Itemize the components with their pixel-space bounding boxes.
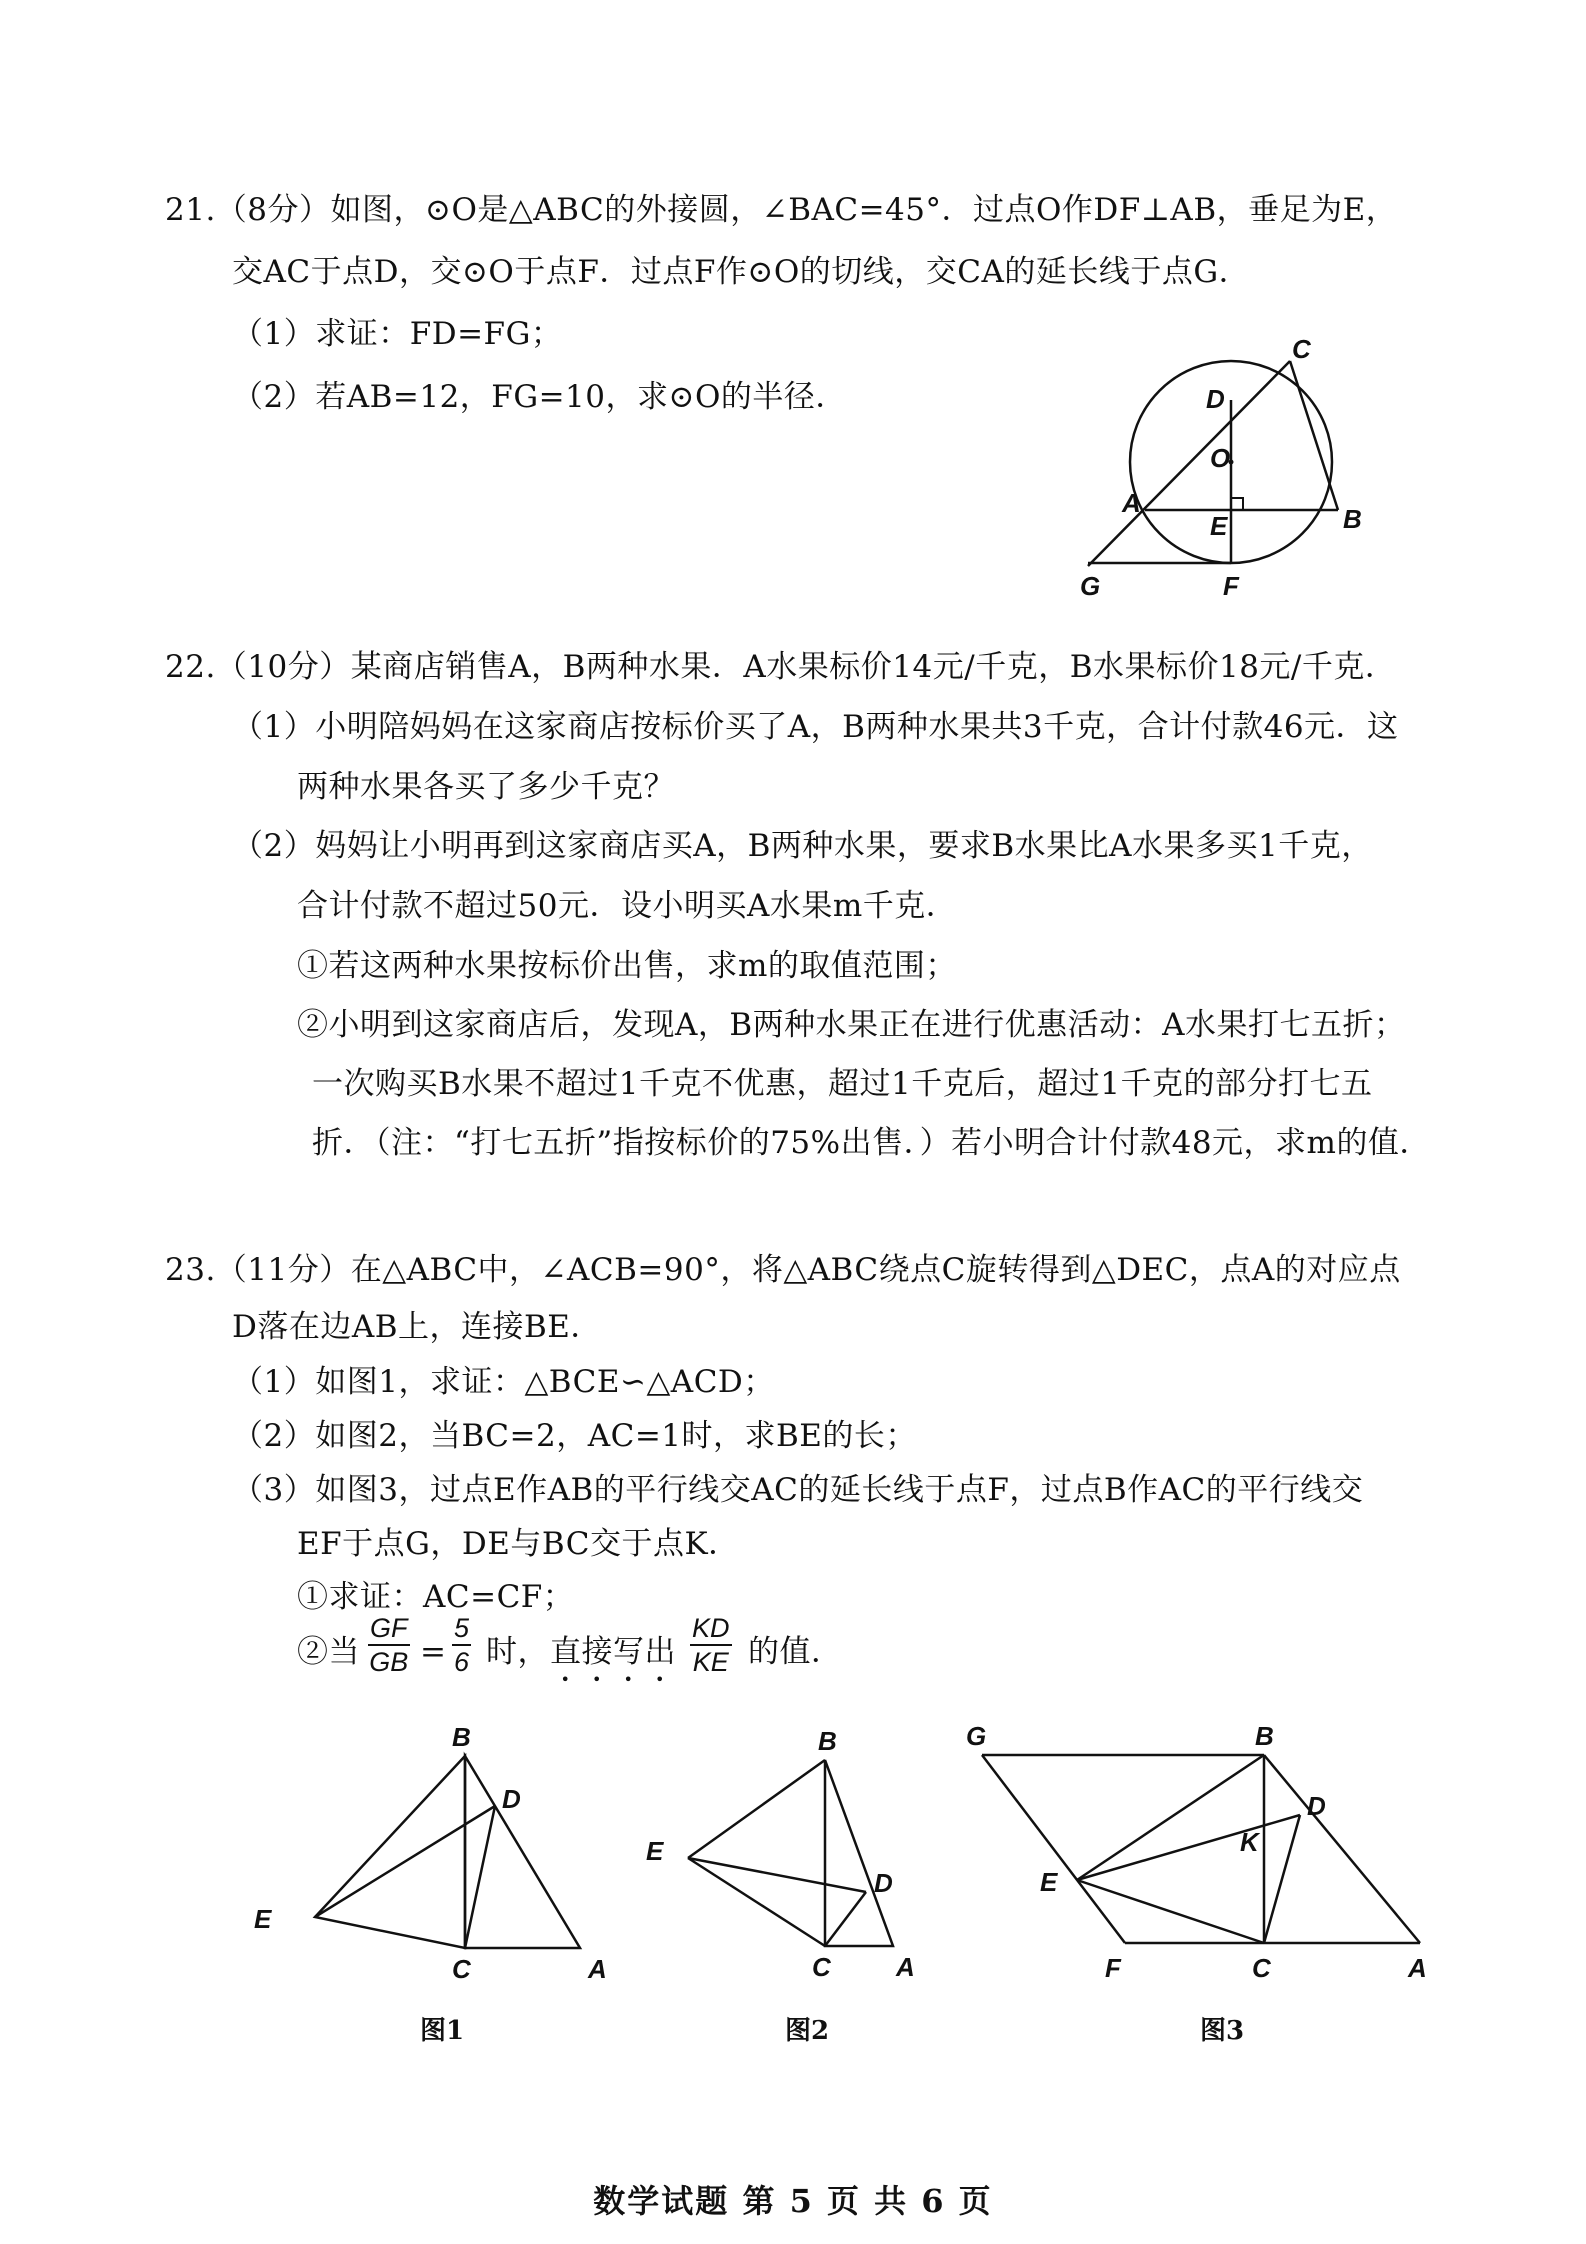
fig3-label-e: E [1040,1867,1058,1897]
q23-equals-sign: = [420,1634,447,1670]
fraction-numerator: KD [690,1612,732,1646]
fig1-label-a: A [588,1954,607,1984]
q21-stem-line2: 交AC于点D，交⊙O于点F．过点F作⊙O的切线，交CA的延长线于点G． [232,254,1251,290]
q21-label-o: O [1210,443,1231,473]
fraction-numerator: 5 [452,1612,471,1646]
fig3-label-c: C [1252,1953,1271,1983]
q23-figure-3 [960,1715,1440,1983]
q23-sub1: ①求证：AC=CF； [297,1579,575,1615]
fraction-numerator: GF [368,1612,410,1646]
q23-sub2-when: 时， [486,1634,549,1670]
q23-part2: （2）如图2，当BC=2，AC=1时，求BE的长； [232,1418,917,1454]
q22-sub1: ①若这两种水果按标价出售，求m的取值范围； [297,948,957,984]
q21-label-c: C [1292,334,1311,364]
q22-sub2-line3: 折．（注：“打七五折”指按标价的75%出售．）若小明合计付款48元，求m的值． [312,1125,1431,1161]
fig3-label-k: K [1240,1827,1259,1857]
q22-sub2-line2: 一次购买B水果不超过1千克不优惠，超过1千克后，超过1千克的部分打七五 [312,1066,1373,1102]
q23-part1: （1）如图1，求证：△BCE∽△ACD； [232,1364,775,1400]
q21-label-d: D [1206,384,1225,414]
q23-fraction-kd-ke [690,1612,732,1678]
q22-part1-line2: 两种水果各买了多少千克？ [297,769,675,805]
fig2-label-d: D [874,1868,893,1898]
q21-part1: （1）求证：FD=FG； [232,316,563,352]
q22-part2-line2: 合计付款不超过50元．设小明买A水果m千克． [297,888,958,924]
fig1-label-e: E [254,1904,272,1934]
fraction-denominator: KE [692,1647,729,1677]
fig2-label-b: B [818,1726,837,1756]
q22-stem: 22.（10分）某商店销售A，B两种水果．A水果标价14元/千克，B水果标价18元/千克． [165,649,1397,685]
fig3-label-g: G [966,1721,987,1751]
fig1-label-d: D [502,1784,521,1814]
q21-stem-line1: 21.（8分）如图，⊙O是△ABC的外接圆，∠BAC=45°．过点O作DF⊥AB，垂足为E， [165,192,1398,228]
q21-part2: （2）若AB=12，FG=10，求⊙O的半径． [232,379,847,415]
q23-sub2-emphasis: 直接写出 [550,1634,676,1670]
q23-part3-line2: EF于点G，DE与BC交于点K． [297,1526,740,1562]
q23-figure-2 [640,1720,960,1982]
q21-figure [1060,330,1380,624]
fraction-denominator: 6 [454,1647,470,1677]
q23-fraction-5-6 [452,1612,471,1678]
fig3-label-f: F [1105,1953,1121,1983]
q22-sub2-line1: ②小明到这家商店后，发现A，B两种水果正在进行优惠活动：A水果打七五折； [297,1007,1406,1043]
q23-sub2-prefix: ②当 [297,1634,360,1670]
q23-part3-line1: （3）如图3，过点E作AB的平行线交AC的延长线于点F，过点B作AC的平行线交 [232,1472,1364,1508]
fig1-label-b: B [452,1722,471,1752]
q23-stem-line2: D落在边AB上，连接BE． [232,1309,602,1345]
fig3-label-b: B [1255,1721,1274,1751]
fig3-label-d: D [1307,1791,1326,1821]
q21-label-f: F [1223,571,1239,601]
q23-figure-1 [240,1710,640,1984]
fig1-label-c: C [452,1954,471,1984]
q23-fig1-caption: 图1 [420,2016,465,2046]
q23-fig3-caption: 图3 [1200,2016,1245,2046]
q22-part2-line1: （2）妈妈让小明再到这家商店买A，B两种水果，要求B水果比A水果多买1千克， [232,828,1373,864]
page-footer: 数学试题 第 5 页 共 6 页 [593,2182,993,2220]
q21-label-a: A [1122,488,1141,518]
fig2-label-a: A [896,1952,915,1982]
fraction-denominator: GB [369,1647,409,1677]
q23-sub2-suffix: 的值． [748,1634,843,1670]
q21-label-e: E [1210,511,1228,541]
q23-stem-line1: 23.（11分）在△ABC中，∠ACB=90°，将△ABC绕点C旋转得到△DEC，点A的对应点 [165,1252,1401,1288]
fig2-label-c: C [812,1952,831,1982]
fig2-label-e: E [646,1836,664,1866]
q23-fig2-caption: 图2 [785,2016,830,2046]
q21-label-g: G [1080,571,1101,601]
q22-part1-line1: （1）小明陪妈妈在这家商店按标价买了A，B两种水果共3千克，合计付款46元．这 [232,709,1399,745]
q21-label-b: B [1343,504,1362,534]
fig3-label-a: A [1408,1953,1427,1983]
q23-fraction-gf-gb [368,1612,410,1678]
